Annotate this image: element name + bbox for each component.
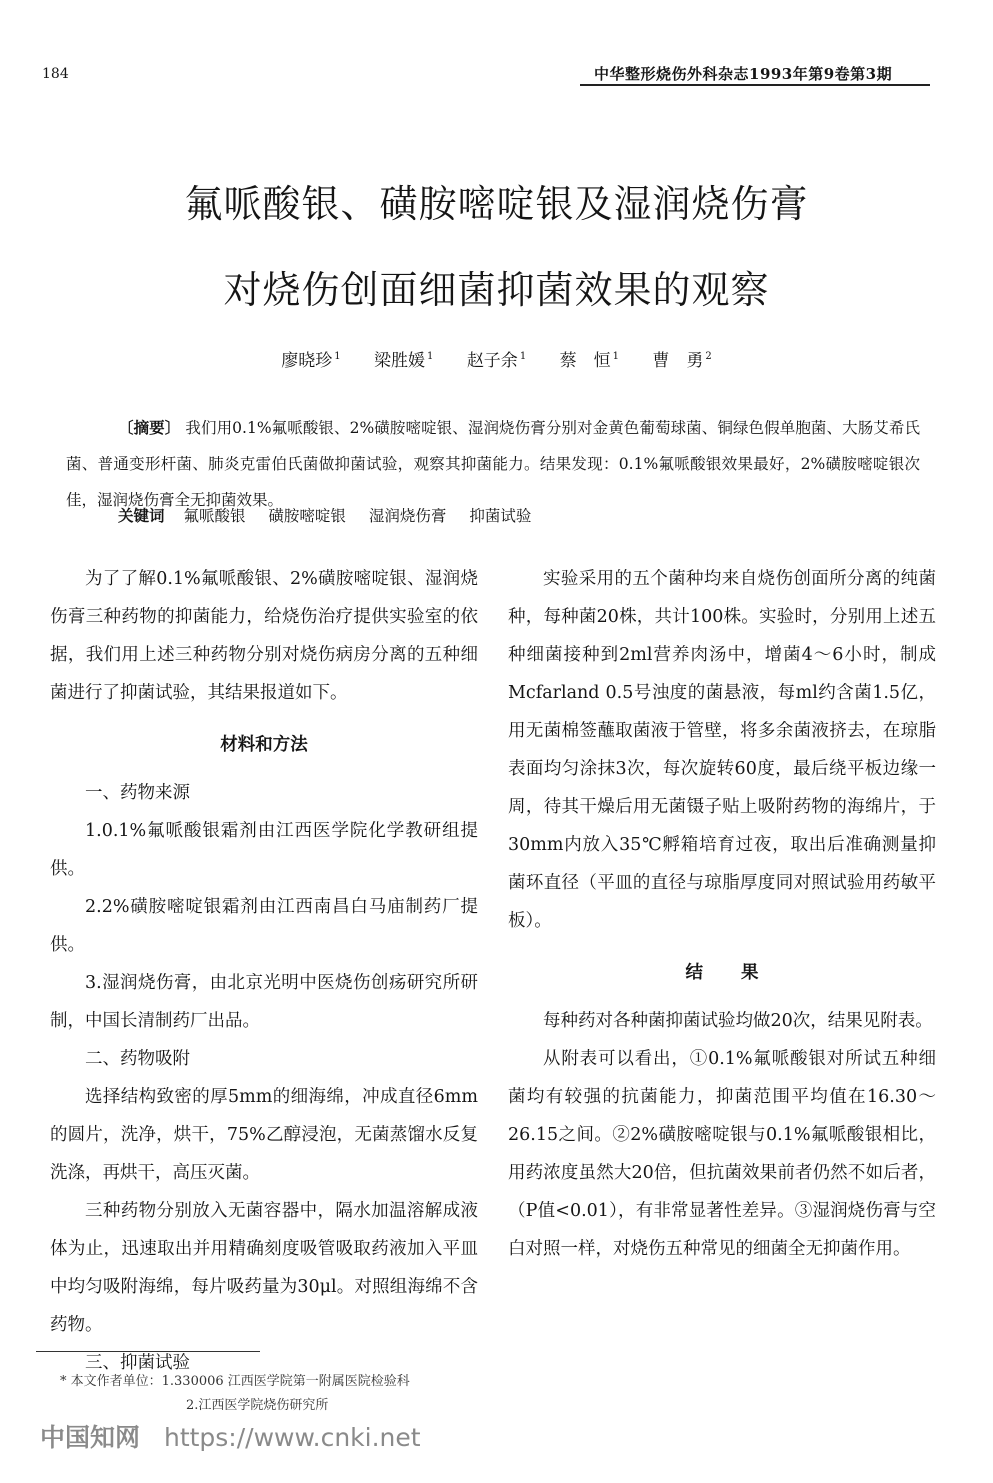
author-list: [0, 346, 993, 371]
footnote-rule: [36, 1351, 260, 1352]
subsection-antibacterial-test: 三、抑菌试验: [85, 1353, 190, 1373]
keywords: [118, 504, 549, 526]
drug-item-3: 3.湿润烧伤膏，由北京光明中医烧伤创疡研究所研制，中国长清制药厂出品。: [50, 973, 478, 1031]
footnote-affiliation-2: 2.江西医学院烧伤研究所: [186, 1398, 329, 1413]
watermark-brand: 中国知网: [40, 1423, 141, 1452]
author: 梁胜媛 $^1$: [374, 351, 434, 371]
author: 曹 勇 $^2$: [652, 351, 712, 371]
drug-item-1: 1.0.1%氟哌酸银霜剂由江西医学院化学教研组提供。: [50, 821, 478, 879]
results-paragraph-1: 每种药对各种菌抑菌试验均做20次，结果见附表。: [543, 1011, 933, 1031]
page-number: 184: [42, 66, 69, 82]
subsection-drug-absorption: 二、药物吸附: [85, 1049, 190, 1069]
footnote-affiliation-1: * 本文作者单位：1.330006 江西医学院第一附属医院检验科: [60, 1374, 410, 1389]
experiment-paragraph: 实验采用的五个菌种均来自烧伤创面所分离的纯菌种，每种菌20株，共计100株。实验时，分别用上述五种细菌接种到2ml营养肉汤中，增菌4～6小时，制成Mcfarland 0.5号浊度的菌悬液，每ml约含菌1.5亿，用无菌棉签蘸取菌液于管壁，将多余菌液挤去，在琼脂表面均匀涂抹3次，每次旋转60度，最后绕平板边缘一周，待其干燥后用无菌镊子贴上吸附药物的海绵片，于30mm内放入35℃孵箱培育过夜，取出后准确测量抑菌环直径（平皿的直径与琼脂厚度同对照试验用药敏平板）。: [508, 569, 936, 931]
keyword: 磺胺嘧啶银: [268, 507, 346, 525]
keyword: 抑菌试验: [469, 507, 532, 525]
absorption-paragraph-2: 三种药物分别放入无菌容器中，隔水加温溶解成液体为止，迅速取出并用精确刻度吸管吸取药液加入平皿中均匀吸附海绵，每片吸药量为30μl。对照组海绵不含药物。: [50, 1201, 478, 1335]
journal-header: 中华整形烧伤外科杂志1993年第9卷第3期: [594, 65, 893, 83]
author: 赵子余 $^1$: [466, 351, 527, 371]
keywords-label: 关键词: [118, 506, 165, 525]
abstract: [66, 410, 920, 518]
title-line-2: 对烧伤创面细菌抑菌效果的观察: [223, 268, 770, 312]
watermark-url: https://www.cnki.net: [163, 1423, 421, 1452]
cnki-watermark: [40, 1418, 421, 1454]
intro-paragraph: 为了了解0.1%氟哌酸银、2%磺胺嘧啶银、湿润烧伤膏三种药物的抑菌能力，给烧伤治疗提供实验室的依据，我们用上述三种药物分别对烧伤病房分离的五种细菌进行了抑菌试验，其结果报道如下。: [50, 569, 478, 703]
keyword: 湿润烧伤膏: [368, 507, 447, 525]
header-rule: [580, 84, 930, 86]
section-title-methods: 材料和方法: [220, 735, 308, 755]
absorption-paragraph-1: 选择结构致密的厚5mm的细海绵，冲成直径6mm的圆片，洗净，烘干，75%乙醇浸泡，无菌蒸馏水反复洗涤，再烘干，高压灭菌。: [50, 1087, 478, 1183]
drug-item-2: 2.2%磺胺嘧啶银霜剂由江西南昌白马庙制药厂提供。: [50, 897, 478, 955]
abstract-text: 我们用0.1%氟哌酸银、2%磺胺嘧啶银、湿润烧伤膏分别对金黄色葡萄球菌、铜绿色假单胞菌、大肠艾希氏菌、普通变形杆菌、肺炎克雷伯氏菌做抑菌试验，观察其抑菌能力。结果发现：0.1%氟哌酸银效果最好，2%磺胺嘧啶银次佳，湿润烧伤膏全无抑菌效果。: [66, 419, 920, 509]
abstract-label: 〔摘要〕: [118, 418, 181, 437]
right-column: [508, 560, 936, 1268]
results-paragraph-2: 从附表可以看出，①0.1%氟哌酸银对所试五种细菌均有较强的抗菌能力，抑菌范围平均值在16.30～26.15之间。②2%磺胺嘧啶银与0.1%氟哌酸银相比，用药浓度虽然大20倍，但抗菌效果前者仍然不如后者，（P值<0.01），有非常显著性差异。③湿润烧伤膏与空白对照一样，对烧伤五种常见的细菌全无抑菌作用。: [508, 1049, 936, 1259]
title-line-1: 氟哌酸银、磺胺嘧啶银及湿润烧伤膏: [184, 182, 809, 226]
keyword: 氟哌酸银: [183, 507, 246, 525]
author: 廖晓珍 $^1$: [281, 351, 341, 371]
left-column: [50, 560, 478, 1382]
subsection-drug-source: 一、药物来源: [85, 783, 190, 803]
author: 蔡 恒 $^1$: [559, 351, 619, 371]
section-title-results: 结果: [685, 963, 797, 983]
